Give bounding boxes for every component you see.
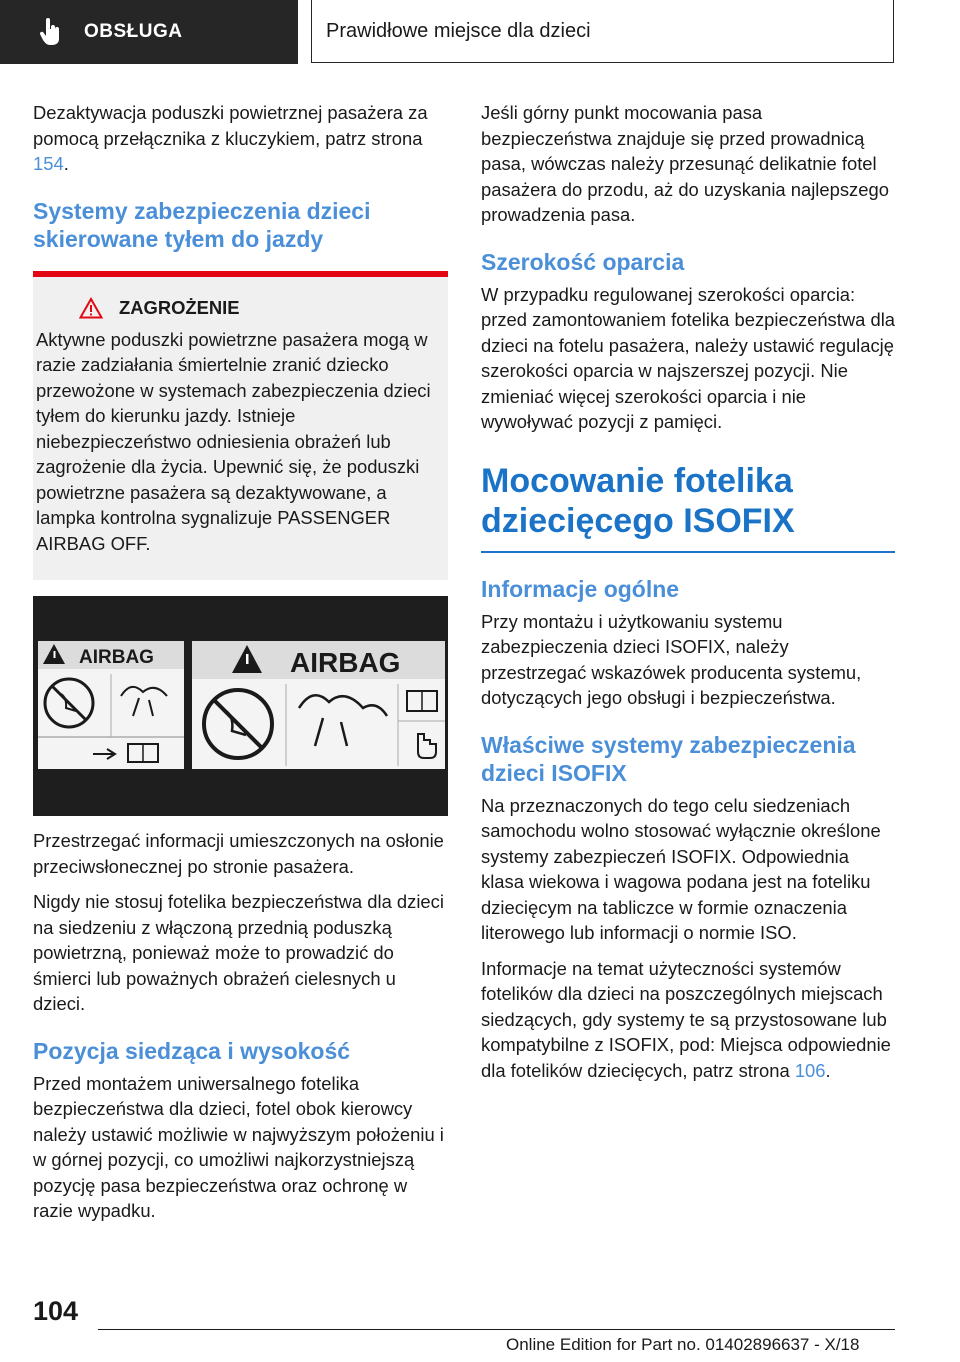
- general-info-paragraph: Przy montażu i użytkowaniu systemu zabezpieczenia dzieci ISOFIX, należy przestrzegać wskazówek producenta systemu, dotyczących jego obsługi i bezpieczeństwa.: [481, 610, 862, 708]
- never-use-paragraph: Nigdy nie stosuj fotelika bezpieczeństwa dla dzieci na siedzeniu z włączoną przednią poduszką powietrzną, ponieważ może to prowadzić do śmierci lub poważnych obrażeń cielesnych u dzieci.: [33, 891, 444, 1014]
- edition-text: Online Edition for Part no. 01402896637 - X/18: [506, 1335, 860, 1354]
- heading-rear-facing: Systemy zabezpieczenia dzieci skierowane tyłem do jazdy: [33, 197, 371, 252]
- heading-rule: [481, 551, 895, 553]
- airbag-label-photo: [33, 596, 448, 816]
- page-link-154[interactable]: 154: [33, 153, 64, 174]
- belt-guide-paragraph: Jeśli górny punkt mocowania pasa bezpieczeństwa znajduje się przed prowadnicą pasa, wówczas należy przesunąć delikatnie fotel pasażera do przodu, aż do uzyskania najlepszego prowadzenia pasa.: [481, 102, 889, 225]
- chapter-tab: [311, 0, 894, 63]
- heading-general-info: Informacje ogólne: [481, 575, 680, 602]
- heading-proper-isofix: Właściwe systemy zabezpieczenia dzieci ISOFIX: [481, 731, 856, 786]
- page-link-106[interactable]: 106: [794, 1059, 826, 1081]
- sun-visor-paragraph: Przestrzegać informacji umieszczonych na osłonie przeciwsłonecznej po stronie pasażera.: [33, 830, 444, 877]
- heading-backrest-width: Szerokość oparcia: [481, 248, 685, 275]
- right-column: [481, 100, 895, 1093]
- section-tab: [0, 0, 298, 64]
- large-label-text: AIRBAG: [290, 647, 401, 678]
- backrest-width-paragraph: W przypadku regulowanej szerokości oparcia: przed zamontowaniem fotelika bezpieczeństwa dla dzieci na fotelu pasażera, należy ustawić regulację szerokości oparcia w najszerszej pozycji. Nie zmieniać więcej szerokości oparcia i nie wywoływać pozycji z pamięci.: [481, 283, 896, 432]
- chapter-title: Prawidłowe miejsce dla dzieci: [326, 19, 591, 42]
- danger-title: ZAGROŻENIE: [119, 296, 240, 318]
- warning-triangle-icon: [79, 297, 103, 319]
- seat-position-paragraph: Przed montażem uniwersalnego fotelika bezpieczeństwa dla dzieci, fotel obok kierowcy należy ustawić możliwie w najwyższym położeniu i w górnej pozycji, co umożliwi najkorzystniejszą pozycję pasa bezpieczeństwa oraz ochronę w razie wypadku.: [33, 1072, 444, 1221]
- heading-seat-position: Pozycja siedząca i wysokość: [33, 1037, 351, 1064]
- small-label-text: AIRBAG: [79, 647, 154, 668]
- airbag-warning-labels-image: [33, 596, 448, 816]
- footer-edition: [506, 1335, 859, 1355]
- intro-paragraph: Dezaktywacja poduszki powietrznej pasażera za pomocą przełącznika z kluczykiem, patrz strona 154.: [33, 102, 428, 174]
- left-column: [33, 100, 448, 1234]
- page-number: 104: [33, 1296, 79, 1326]
- proper-isofix-paragraph: Na przeznaczonych do tego celu siedzeniach samochodu wolno stosować wyłącznie określone systemy zabezpieczeń ISOFIX. Odpowiednia klasa wiekowa i wagowa podana jest na foteliku dziecięcym na tabliczce w formie oznaczenia literowego lub informacji o normie ISO.: [481, 794, 881, 943]
- heading-isofix: Mocowanie fotelika dziecięcego ISOFIX: [481, 461, 795, 540]
- footer-rule: [98, 1329, 895, 1330]
- danger-text: Aktywne poduszki powietrzne pasażera mogą w razie zadziałania śmiertelnie zranić dziecko przewożone w systemach zabezpieczenia dzieci tyłem do kierunku jazdy. Istnieje niebezpieczeństwo odniesienia obrażeń lub zagrożenie dla życia. Upewnić się, że poduszki powietrzne pasażera są dezaktywowane, a lampka kontrolna sygnalizuje PASSENGER AIRBAG OFF.: [36, 328, 431, 554]
- hand-pointer-icon: [40, 18, 62, 46]
- section-label: OBSŁUGA: [84, 21, 183, 42]
- suitability-paragraph: Informacje na temat użyteczności systemów fotelików dla dzieci na poszczególnych miejscach siedzących, gdy systemy te są przystosowane lub kompatybilne z ISOFIX, pod: Miejsca odpowiednie dla fotelików dziecięcych, patrz strona 106.: [481, 957, 891, 1081]
- danger-box: [33, 271, 448, 581]
